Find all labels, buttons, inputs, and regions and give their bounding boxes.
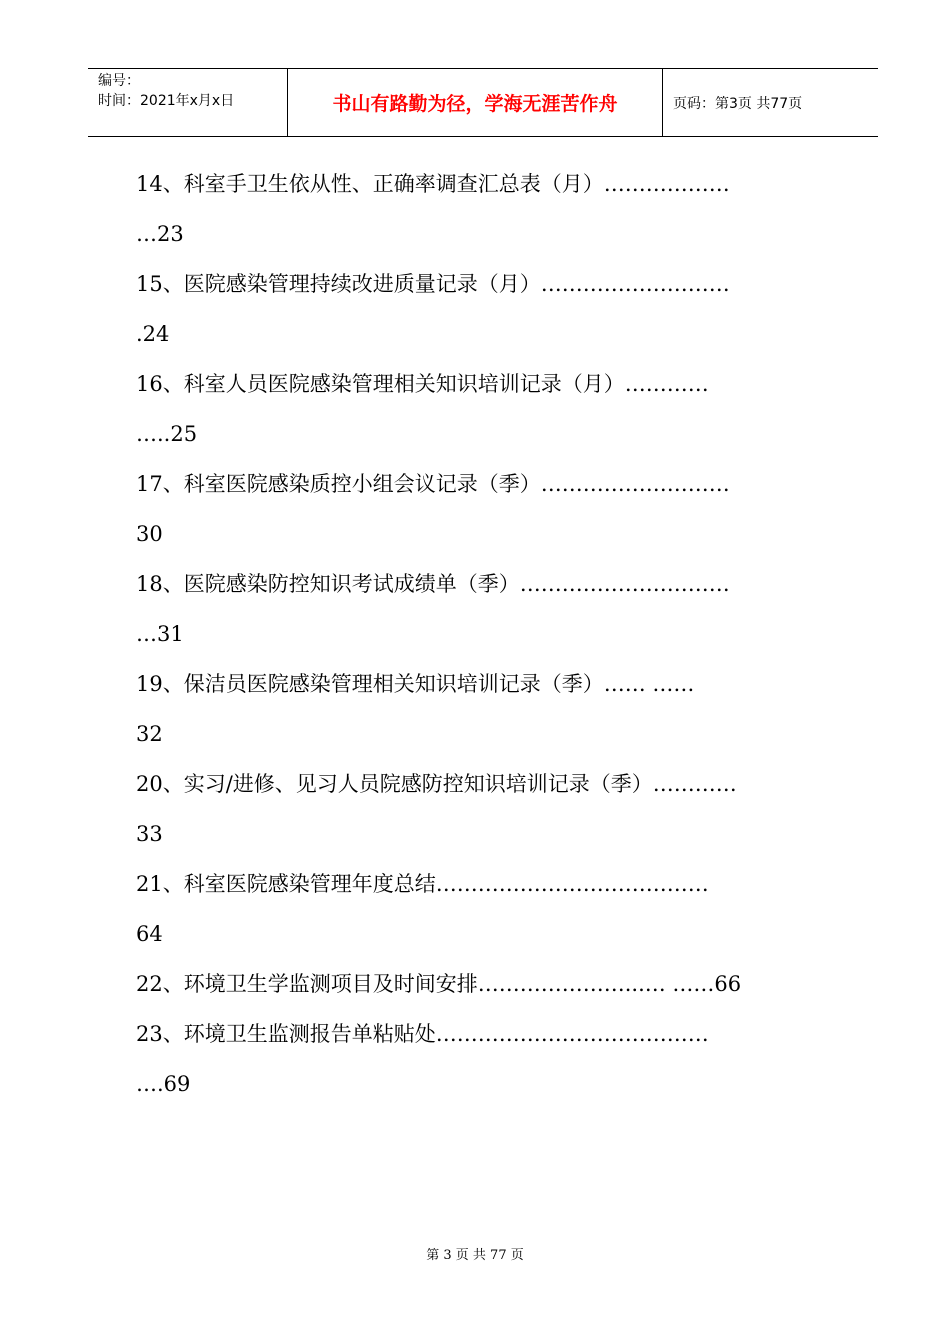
toc-line: 22、环境卫生学监测项目及时间安排…………………...… ……66 — [136, 972, 742, 996]
toc-line: ….69 — [136, 1072, 191, 1096]
toc-line: 20、实习/进修、见习人员院感防控知识培训记录（季）………… — [136, 772, 737, 796]
toc-line: …..25 — [136, 422, 198, 446]
toc-line: .24 — [136, 322, 170, 346]
toc-line: 17、科室医院感染质控小组会议记录（季）……………………… — [136, 472, 730, 496]
toc-line: 14、科室手卫生依从性、正确率调查汇总表（月）……………… — [136, 172, 730, 196]
toc-line: 16、科室人员医院感染管理相关知识培训记录（月）………… — [136, 372, 709, 396]
page-header — [88, 68, 878, 137]
toc-line: …23 — [136, 222, 184, 246]
toc-line: 21、科室医院感染管理年度总结………………………………… — [136, 872, 709, 896]
page-footer: 第 3 页 共 77 页 — [426, 1248, 524, 1263]
header-meta — [88, 69, 288, 136]
table-of-contents — [136, 164, 836, 1114]
toc-line: 19、保洁员医院感染管理相关知识培训记录（季）…… …… — [136, 672, 695, 696]
header-motto: 书山有路勤为径，学海无涯苦作舟 — [288, 69, 663, 136]
toc-line: …31 — [136, 622, 184, 646]
toc-line: 33 — [136, 822, 163, 846]
toc-line: 30 — [136, 522, 163, 546]
time-label: 时间：2021年x月x日 — [98, 93, 235, 109]
toc-line: 64 — [136, 922, 163, 946]
toc-line: 18、医院感染防控知识考试成绩单（季）………………………… — [136, 572, 730, 596]
number-label: 编号： — [98, 73, 140, 89]
toc-line: 15、医院感染管理持续改进质量记录（月）……………………… — [136, 272, 730, 296]
header-page-info: 页码：第3页 共77页 — [673, 95, 803, 112]
toc-line: 32 — [136, 722, 163, 746]
toc-line: 23、环境卫生监测报告单粘贴处………………………………… — [136, 1022, 709, 1046]
